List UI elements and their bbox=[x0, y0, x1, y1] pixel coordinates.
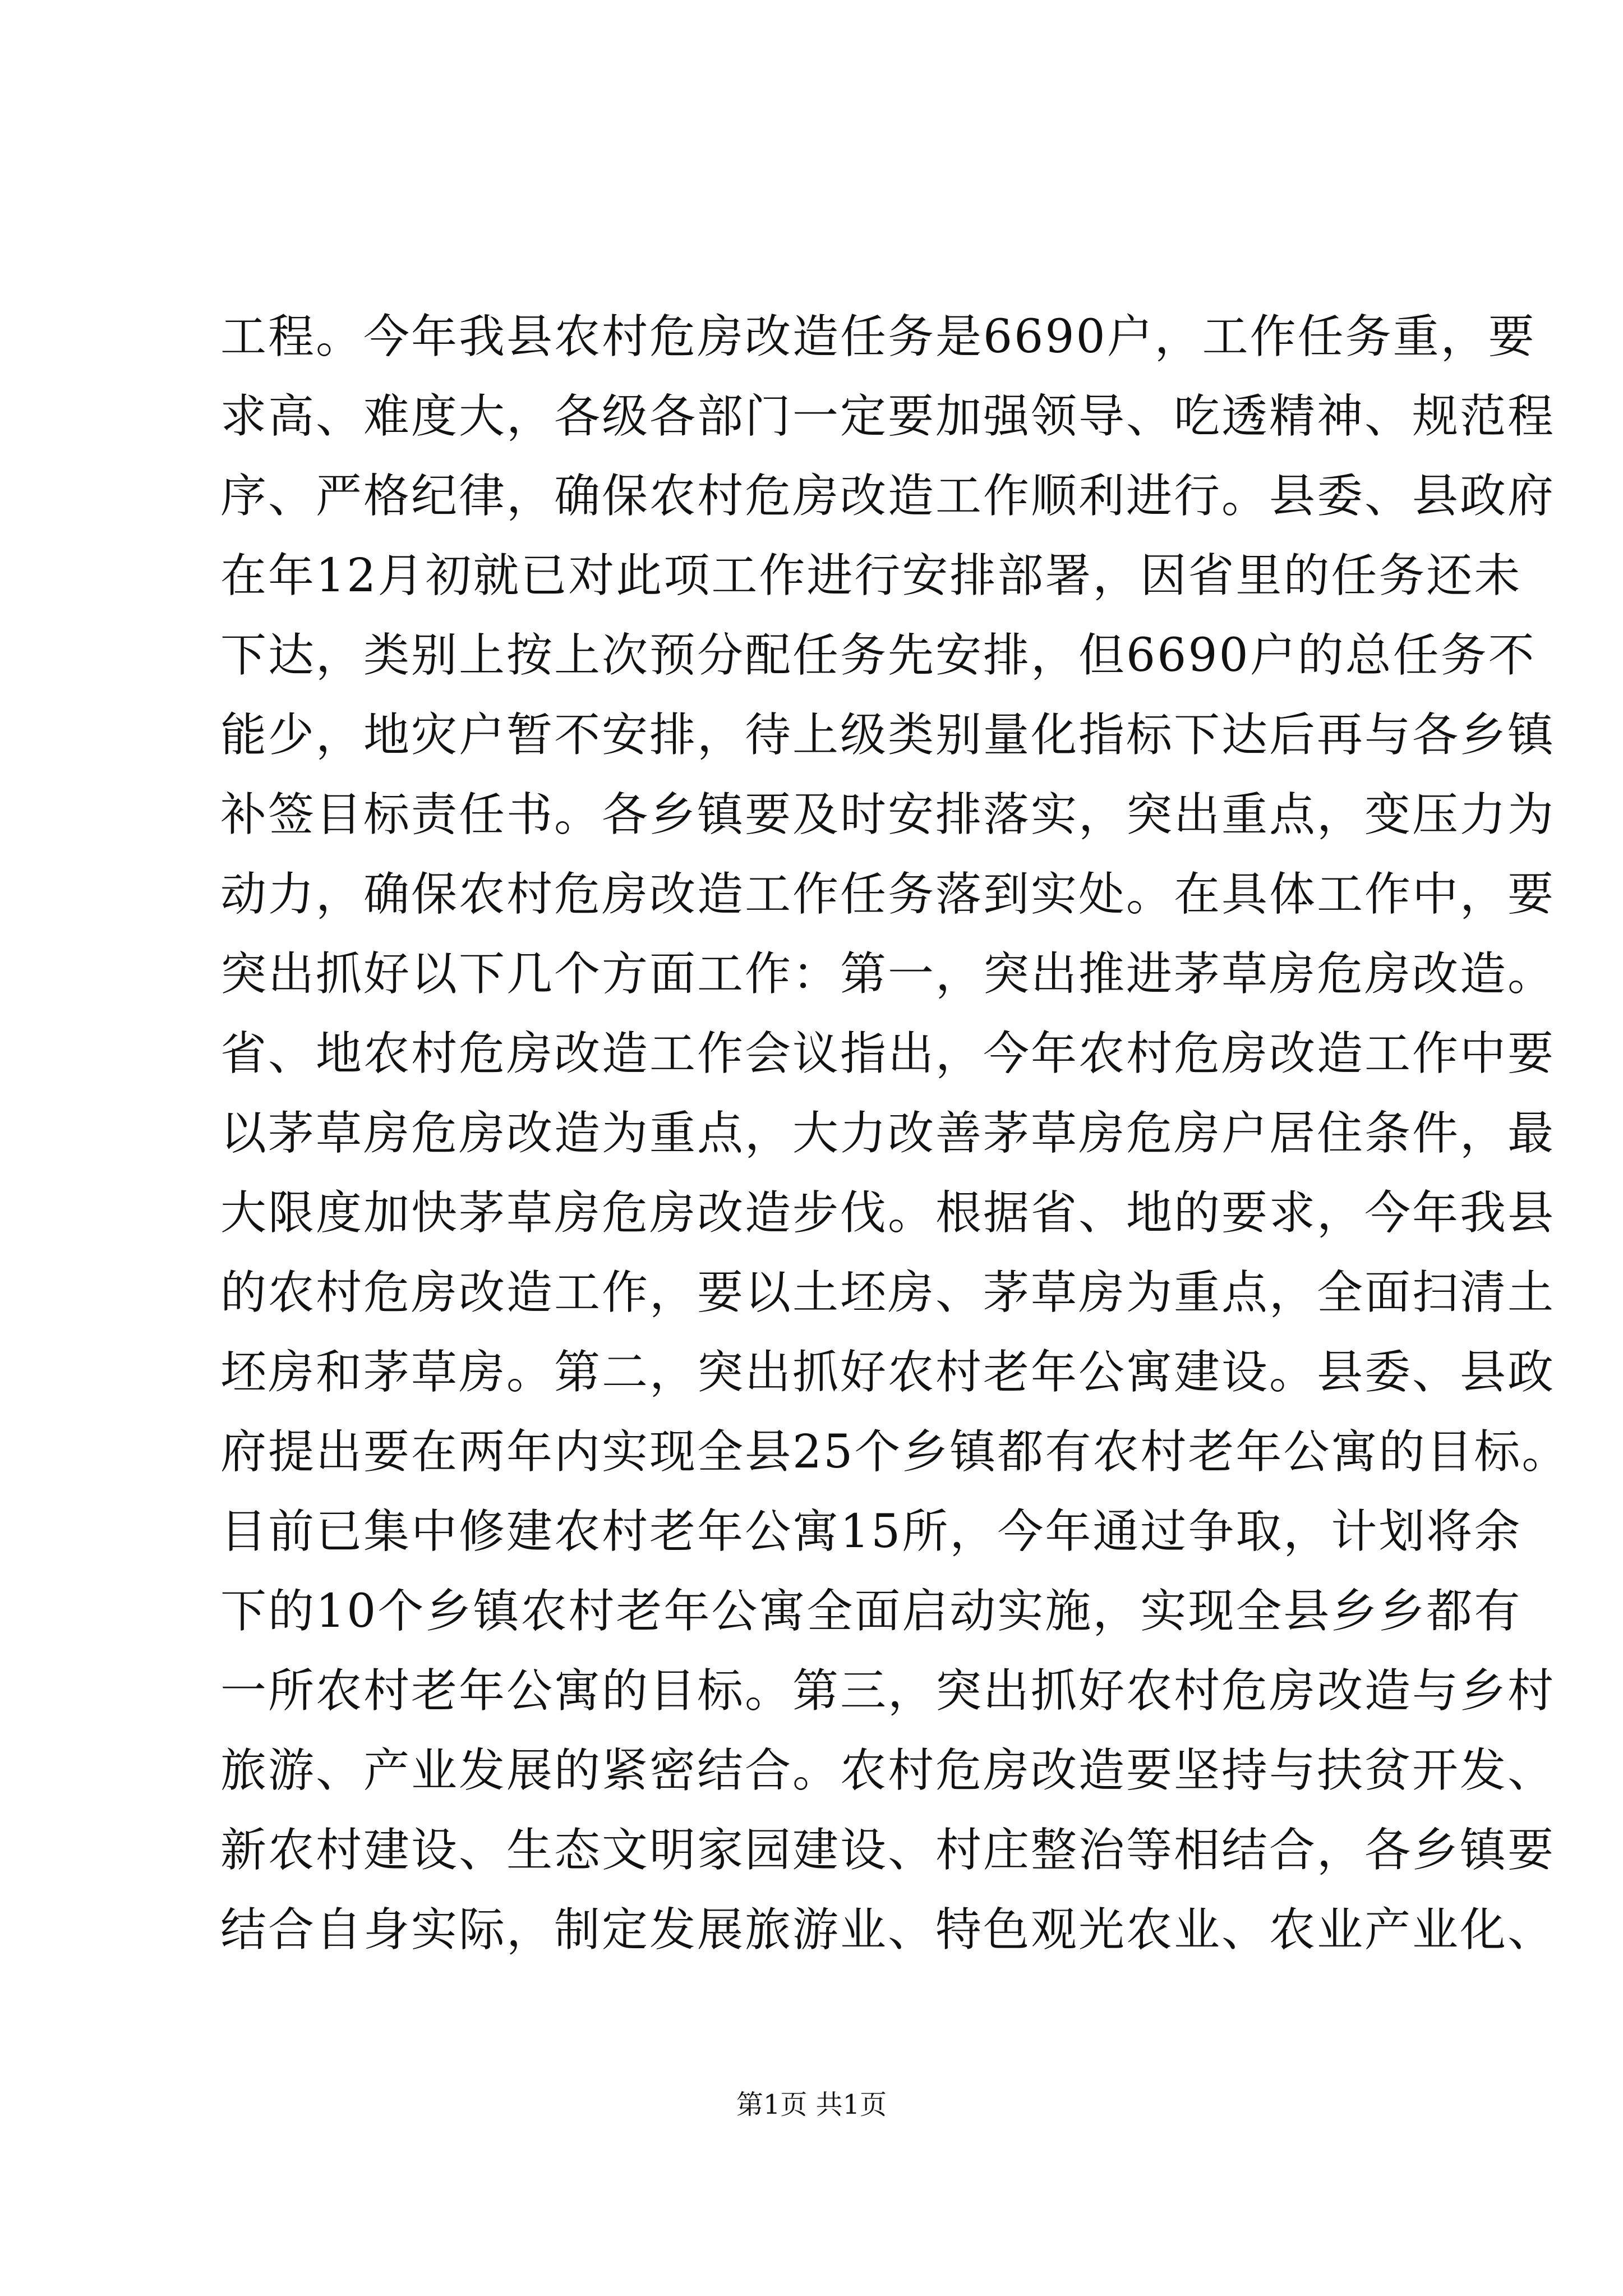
text-line-13: 的农村危房改造工作，要以土坯房、茅草房为重点，全面扫清土 bbox=[220, 1266, 1556, 1319]
text-line-16: 目前已集中修建农村老年公寓15所，今年通过争取，计划将余 bbox=[220, 1505, 1522, 1558]
text-line-12: 大限度加快茅草房危房改造步伐。根据省、地的要求，今年我县 bbox=[220, 1186, 1556, 1240]
text-line-4: 在年12月初就已对此项工作进行安排部署，因省里的任务还未 bbox=[220, 549, 1522, 602]
text-line-14: 坯房和茅草房。第二，突出抓好农村老年公寓建设。县委、县政 bbox=[220, 1346, 1556, 1399]
page-number-label: 第1页 共1页 bbox=[736, 2089, 887, 2120]
body-paragraph bbox=[220, 297, 1570, 1970]
text-line-9: 突出抓好以下几个方面工作：第一，突出推进茅草房危房改造。 bbox=[220, 947, 1556, 1001]
page-footer bbox=[0, 2088, 1623, 2122]
text-line-20: 新农村建设、生态文明家园建设、村庄整治等相结合，各乡镇要 bbox=[220, 1824, 1556, 1877]
text-line-2: 求高、难度大，各级各部门一定要加强领导、吃透精神、规范程 bbox=[220, 390, 1556, 443]
text-line-1: 工程。今年我县农村危房改造任务是6690户，工作任务重，要 bbox=[220, 310, 1536, 364]
text-line-21: 结合自身实际，制定发展旅游业、特色观光农业、农业产业化、 bbox=[220, 1903, 1556, 1957]
text-line-10: 省、地农村危房改造工作会议指出，今年农村危房改造工作中要 bbox=[220, 1027, 1556, 1080]
text-line-5: 下达，类别上按上次预分配任务先安排，但6690户的总任务不 bbox=[220, 629, 1536, 682]
text-line-6: 能少，地灾户暂不安排，待上级类别量化指标下达后再与各乡镇 bbox=[220, 708, 1556, 762]
text-line-8: 动力，确保农村危房改造工作任务落到实处。在具体工作中，要 bbox=[220, 868, 1556, 921]
text-line-15: 府提出要在两年内实现全县25个乡镇都有农村老年公寓的目标。 bbox=[220, 1425, 1570, 1479]
text-line-11: 以茅草房危房改造为重点，大力改善茅草房危房户居住条件，最 bbox=[220, 1107, 1556, 1160]
text-line-3: 序、严格纪律，确保农村危房改造工作顺利进行。县委、县政府 bbox=[220, 470, 1556, 523]
text-line-19: 旅游、产业发展的紧密结合。农村危房改造要坚持与扶贫开发、 bbox=[220, 1744, 1556, 1797]
text-line-7: 补签目标责任书。各乡镇要及时安排落实，突出重点，变压力为 bbox=[220, 788, 1556, 841]
text-line-18: 一所农村老年公寓的目标。第三，突出抓好农村危房改造与乡村 bbox=[220, 1664, 1556, 1718]
text-line-17: 下的10个乡镇农村老年公寓全面启动实施，实现全县乡乡都有 bbox=[220, 1585, 1522, 1638]
